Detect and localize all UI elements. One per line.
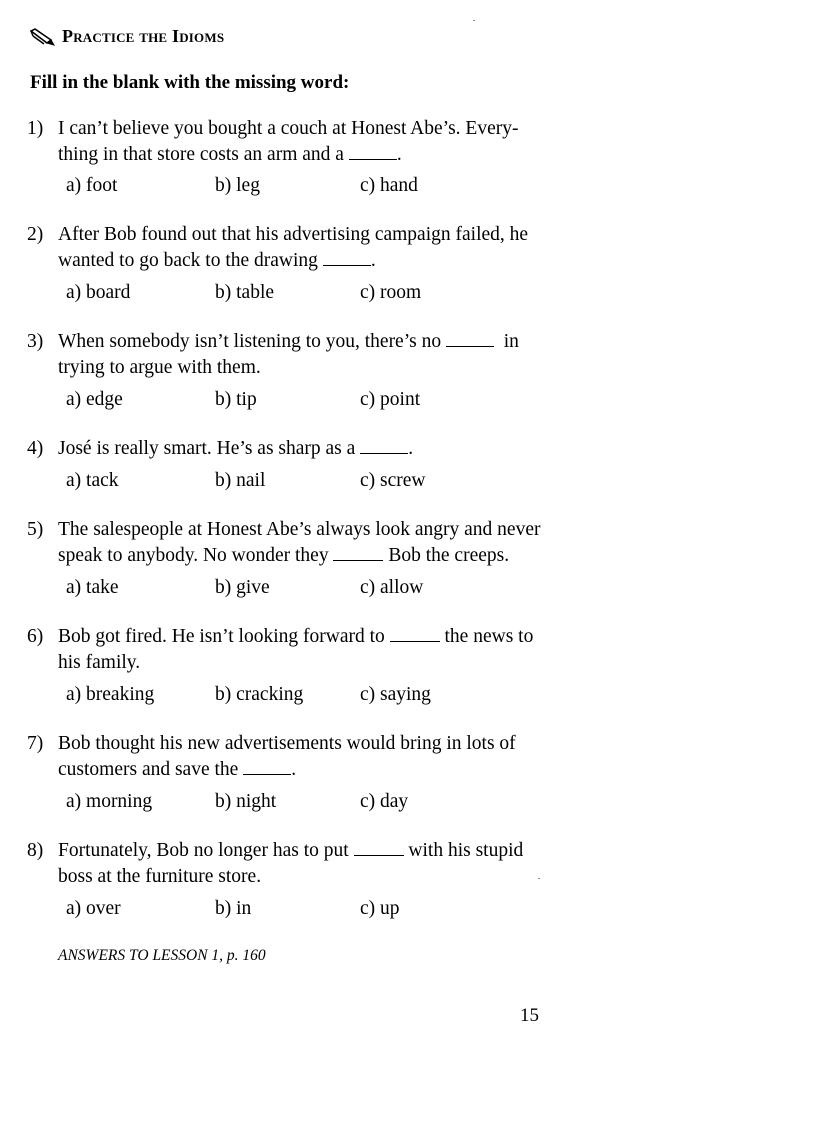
question-text: Fortunately, Bob no longer has to put with his stupid boss at the furniture store. xyxy=(58,840,524,887)
question-text: I can’t believe you bought a couch at Honest Abe’s. Every- thing in that store costs an arm and a . xyxy=(58,118,519,165)
option[interactable]: b) nail xyxy=(215,470,266,491)
option[interactable]: a) over xyxy=(66,898,121,919)
scan-speck xyxy=(473,20,475,21)
option[interactable]: a) board xyxy=(66,282,131,303)
option[interactable]: c) saying xyxy=(360,684,431,705)
option[interactable]: c) up xyxy=(360,898,400,919)
answer-blank[interactable] xyxy=(446,330,494,347)
option[interactable]: a) foot xyxy=(66,175,118,196)
option[interactable]: b) leg xyxy=(215,175,260,196)
question-number: 8) xyxy=(27,840,44,861)
answer-blank[interactable] xyxy=(323,249,371,266)
option[interactable]: c) screw xyxy=(360,470,426,491)
question-number: 6) xyxy=(27,626,44,647)
option[interactable]: b) give xyxy=(215,577,270,598)
option[interactable]: a) morning xyxy=(66,791,153,812)
option[interactable]: c) room xyxy=(360,282,422,303)
option[interactable]: a) breaking xyxy=(66,684,155,705)
question-number: 4) xyxy=(27,438,44,459)
answer-blank[interactable] xyxy=(349,143,397,160)
question-number: 2) xyxy=(27,224,44,245)
option[interactable]: b) cracking xyxy=(215,684,304,705)
section-title xyxy=(30,26,224,47)
option[interactable]: b) table xyxy=(215,282,275,303)
question-number: 3) xyxy=(27,331,44,352)
instructions: Fill in the blank with the missing word: xyxy=(30,72,350,93)
option[interactable]: a) edge xyxy=(66,389,123,410)
answer-blank[interactable] xyxy=(390,625,440,642)
answer-blank[interactable] xyxy=(360,437,408,454)
question-text: When somebody isn’t listening to you, there’s no in trying to argue with them. xyxy=(58,331,519,378)
question-number: 7) xyxy=(27,733,44,754)
option[interactable]: a) tack xyxy=(66,470,119,491)
option[interactable]: b) in xyxy=(215,898,252,919)
pencil-icon xyxy=(30,28,56,46)
option[interactable]: a) take xyxy=(66,577,119,598)
option[interactable]: b) tip xyxy=(215,389,257,410)
option[interactable]: c) hand xyxy=(360,175,418,196)
question-text: After Bob found out that his advertising campaign failed, he wanted to go back to the drawing . xyxy=(58,224,529,271)
question-text: José is really smart. He’s as sharp as a . xyxy=(58,438,414,459)
answer-blank[interactable] xyxy=(333,544,383,561)
question-text: Bob thought his new advertisements would bring in lots of customers and save the . xyxy=(58,733,516,780)
scan-speck xyxy=(538,878,540,879)
option[interactable]: c) day xyxy=(360,791,409,812)
answers-reference: ANSWERS TO LESSON 1, p. 160 xyxy=(58,947,266,964)
question-text: Bob got fired. He isn’t looking forward to the news to his family. xyxy=(58,626,534,673)
page-number: 15 xyxy=(520,1005,539,1026)
question-text: The salespeople at Honest Abe’s always look angry and never speak to anybody. No wonder they Bob the creeps. xyxy=(58,519,541,566)
option[interactable]: b) night xyxy=(215,791,277,812)
answer-blank[interactable] xyxy=(243,758,291,775)
answer-blank[interactable] xyxy=(354,839,404,856)
section-title-text: Practice the Idioms xyxy=(62,26,225,46)
option[interactable]: c) allow xyxy=(360,577,424,598)
question-number: 1) xyxy=(27,118,44,139)
question-number: 5) xyxy=(27,519,44,540)
option[interactable]: c) point xyxy=(360,389,421,410)
